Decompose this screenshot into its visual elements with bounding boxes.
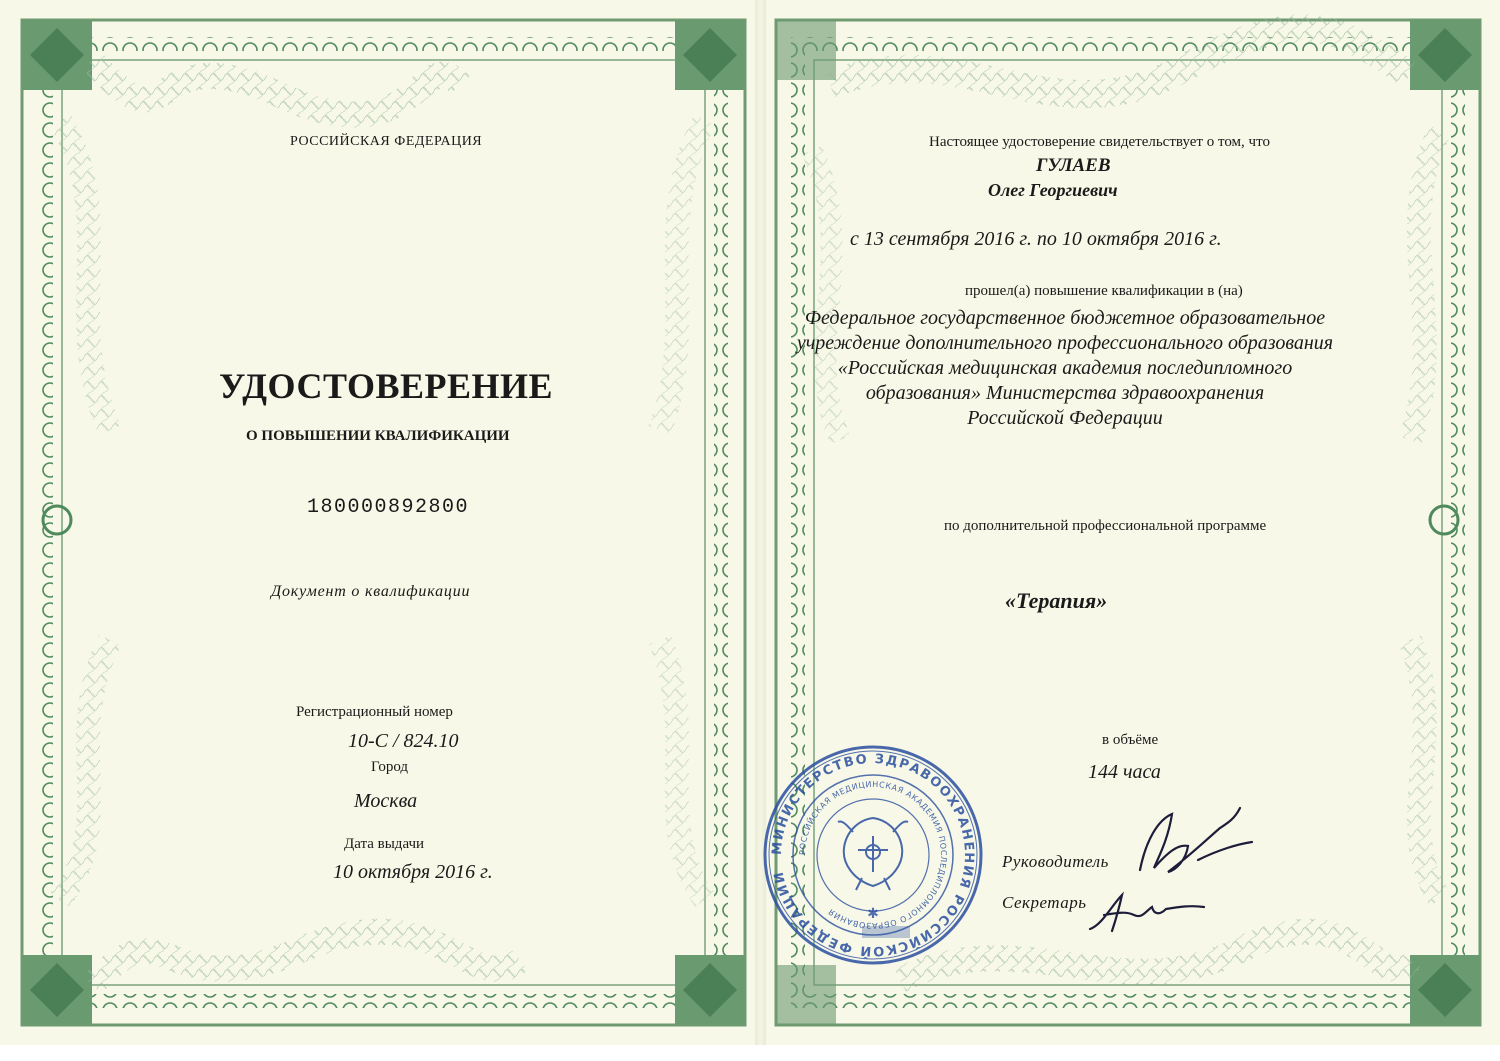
- training-passed-label: прошел(а) повышение квалификации в (на): [965, 283, 1243, 299]
- seal-star-icon: ✱: [867, 907, 879, 922]
- registration-number-value: 10-С / 824.10: [348, 730, 459, 752]
- country-heading: РОССИЙСКАЯ ФЕДЕРАЦИЯ: [290, 134, 483, 149]
- organization-line: «Российская медицинская академия последипломного: [837, 357, 1293, 379]
- program-label: по дополнительной профессиональной программе: [944, 518, 1267, 534]
- document-title: УДОСТОВЕРЕНИЕ: [219, 366, 554, 406]
- official-seal: [758, 740, 988, 970]
- program-name: «Терапия»: [1005, 588, 1108, 613]
- city-value: Москва: [354, 790, 418, 812]
- secretary-signature: [1082, 885, 1212, 940]
- volume-value: 144 часа: [1088, 761, 1161, 783]
- training-period: с 13 сентября 2016 г. по 10 октября 2016 г.: [850, 228, 1222, 250]
- issue-date-value: 10 октября 2016 г.: [333, 861, 493, 883]
- secretary-signature-label: Секретарь: [1002, 893, 1087, 912]
- coat-of-arms-icon: [838, 818, 908, 890]
- volume-label: в объёме: [1102, 732, 1159, 748]
- seal-inner-text: РОССИЙСКАЯ МЕДИЦИНСКАЯ АКАДЕМИЯ ПОСЛЕДИПЛОМНОГО ОБРАЗОВАНИЯ: [797, 779, 949, 931]
- document-subtitle: О ПОВЫШЕНИИ КВАЛИФИКАЦИИ: [246, 428, 510, 444]
- seal-outer-text: МИНИСТЕРСТВО ЗДРАВООХРАНЕНИЯ РОССИЙСКОЙ ФЕДЕРАЦИИ: [769, 751, 977, 959]
- holder-given-names: Олег Георгиевич: [988, 180, 1118, 200]
- certification-intro: Настоящее удостоверение свидетельствует о том, что: [929, 134, 1270, 150]
- registration-number-label: Регистрационный номер: [296, 704, 453, 720]
- issue-date-label: Дата выдачи: [344, 836, 425, 852]
- organization-line: Федеральное государственное бюджетное образовательное: [804, 307, 1326, 329]
- organization-line: Российской Федерации: [967, 407, 1163, 429]
- organization-line: образования» Министерства здравоохранения: [865, 382, 1265, 404]
- organization-line: учреждение дополнительного профессионального образования: [796, 332, 1334, 354]
- document-number: 180000892800: [307, 496, 470, 519]
- holder-surname: ГУЛАЕВ: [1036, 155, 1111, 176]
- document-kind: Документ о квалификации: [271, 583, 471, 600]
- head-signature: [1128, 800, 1258, 880]
- organization-name: [770, 306, 1360, 431]
- city-label: Город: [371, 759, 409, 775]
- head-signature-label: Руководитель: [1002, 852, 1109, 871]
